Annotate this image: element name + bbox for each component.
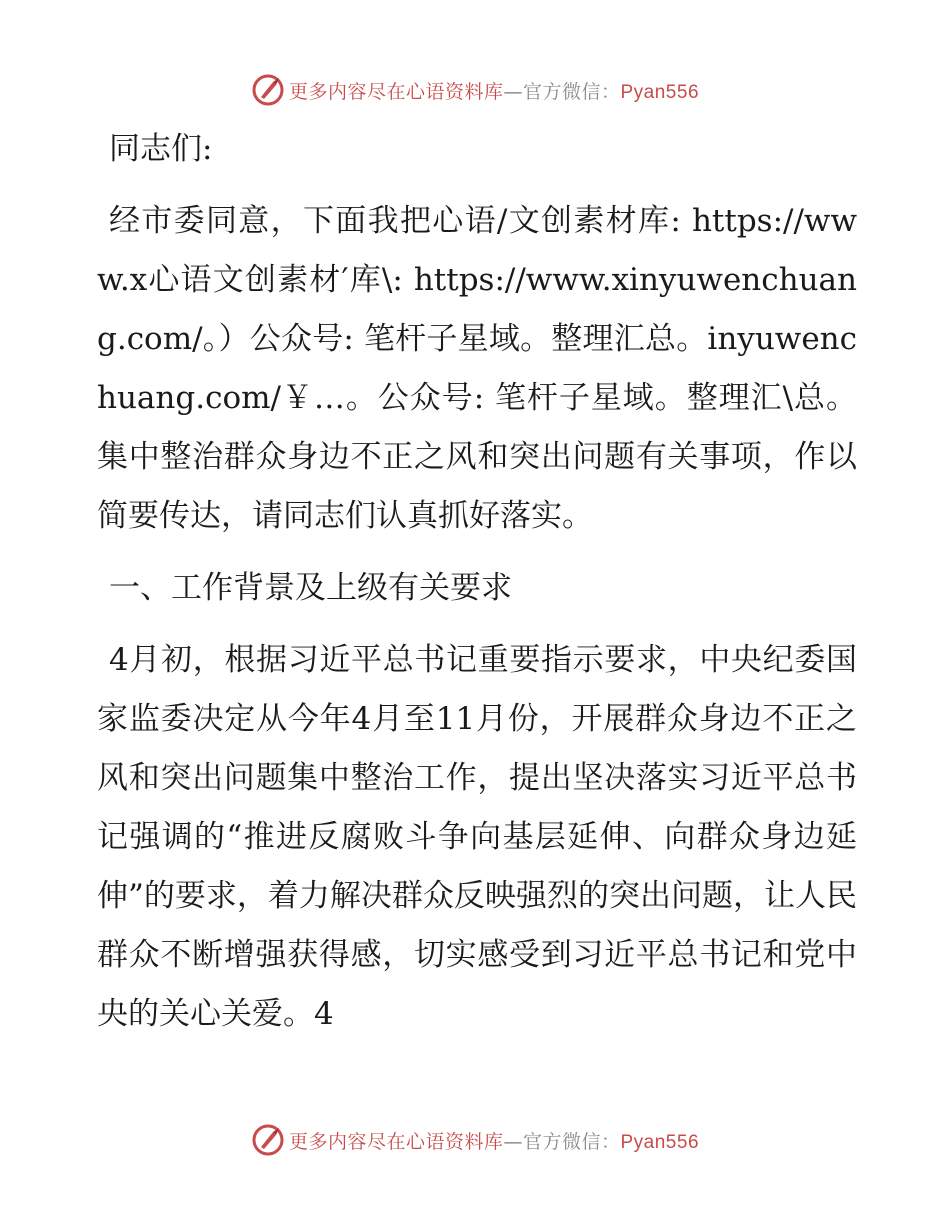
footer-brand-text: 更多内容尽在心语资料库—官方微信：Pyan556 bbox=[288, 1130, 700, 1153]
paragraph-intro: 经市委同意，下面我把心语/文创素材库: https://www.x心语文创素材′库\: https://www.xinyuwenchuang.com/。）公众号: 笔杆子星域。整理汇总。inyuwenchuang.com/￥…。公众号: 笔杆子星域。整理汇\总。集中整治群众身边不正之风和突出问题有关事项，作以简要传达，请同志们认真抓好落实。 bbox=[97, 203, 857, 534]
quill-logo-icon bbox=[251, 73, 285, 107]
quill-logo-icon bbox=[251, 1123, 285, 1157]
header-watermark bbox=[0, 68, 950, 112]
header-brand-text: 更多内容尽在心语资料库—官方微信：Pyan556 bbox=[288, 80, 700, 103]
paragraph-background: 4月初，根据习近平总书记重要指示要求，中央纪委国家监委决定从今年4月至11月份，开展群众身边不正之风和突出问题集中整治工作，提出坚决落实习近平总书记强调的“推进反腐败斗争向基层延伸、向群众身边延伸”的要求，着力解决群众反映强烈的突出问题，让人民群众不断增强获得感，切实感受到习近平总书记和党中央的关心关爱。4 bbox=[97, 642, 857, 1032]
document-body bbox=[97, 120, 857, 1044]
footer-watermark bbox=[0, 1118, 950, 1162]
section-heading: 一、工作背景及上级有关要求 bbox=[109, 570, 512, 606]
salutation: 同志们: bbox=[109, 131, 213, 167]
